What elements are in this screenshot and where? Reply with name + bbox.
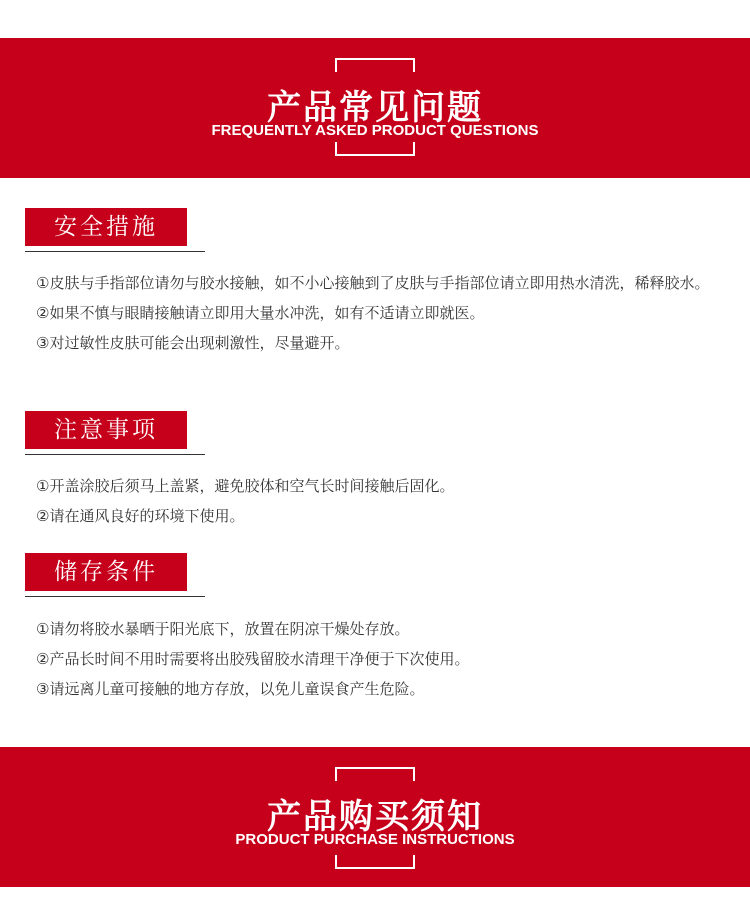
purchase-banner-subtitle: PRODUCT PURCHASE INSTRUCTIONS — [235, 831, 515, 848]
section-divider — [25, 596, 205, 597]
purchase-banner — [0, 747, 750, 887]
faq-banner-subtitle: FREQUENTLY ASKED PRODUCT QUESTIONS — [211, 122, 539, 139]
safety-list — [36, 268, 716, 358]
list-item: ①皮肤与手指部位请勿与胶水接触，如不小心接触到了皮肤与手指部位请立即用热水清洗，稀释胶水。 — [36, 274, 710, 292]
section-header-safety — [25, 208, 205, 254]
list-item: ②请在通风良好的环境下使用。 — [36, 507, 245, 525]
list-item: ③对过敏性皮肤可能会出现刺激性，尽量避开。 — [36, 334, 350, 352]
bracket-top-decoration — [335, 58, 415, 72]
purchase-banner-title: 产品购买须知 — [267, 797, 483, 837]
section-title: 储存条件 — [25, 553, 187, 591]
faq-banner-title: 产品常见问题 — [267, 88, 483, 128]
section-title: 注意事项 — [25, 411, 187, 449]
bracket-bottom-decoration — [335, 855, 415, 869]
section-header-notes — [25, 411, 205, 457]
list-item: ②产品长时间不用时需要将出胶残留胶水清理干净便于下次使用。 — [36, 650, 470, 668]
list-item: ①请勿将胶水暴晒于阳光底下，放置在阴凉干燥处存放。 — [36, 620, 410, 638]
section-divider — [25, 251, 205, 252]
list-item: ①开盖涂胶后须马上盖紧，避免胶体和空气长时间接触后固化。 — [36, 477, 455, 495]
faq-banner — [0, 38, 750, 178]
section-divider — [25, 454, 205, 455]
list-item: ③请远离儿童可接触的地方存放，以免儿童误食产生危险。 — [36, 680, 425, 698]
bracket-bottom-decoration — [335, 142, 415, 156]
list-item: ②如果不慎与眼睛接触请立即用大量水冲洗，如有不适请立即就医。 — [36, 304, 485, 322]
storage-list — [36, 614, 716, 704]
section-title: 安全措施 — [25, 208, 187, 246]
notes-list — [36, 471, 716, 531]
bracket-top-decoration — [335, 767, 415, 781]
section-header-storage — [25, 553, 205, 599]
